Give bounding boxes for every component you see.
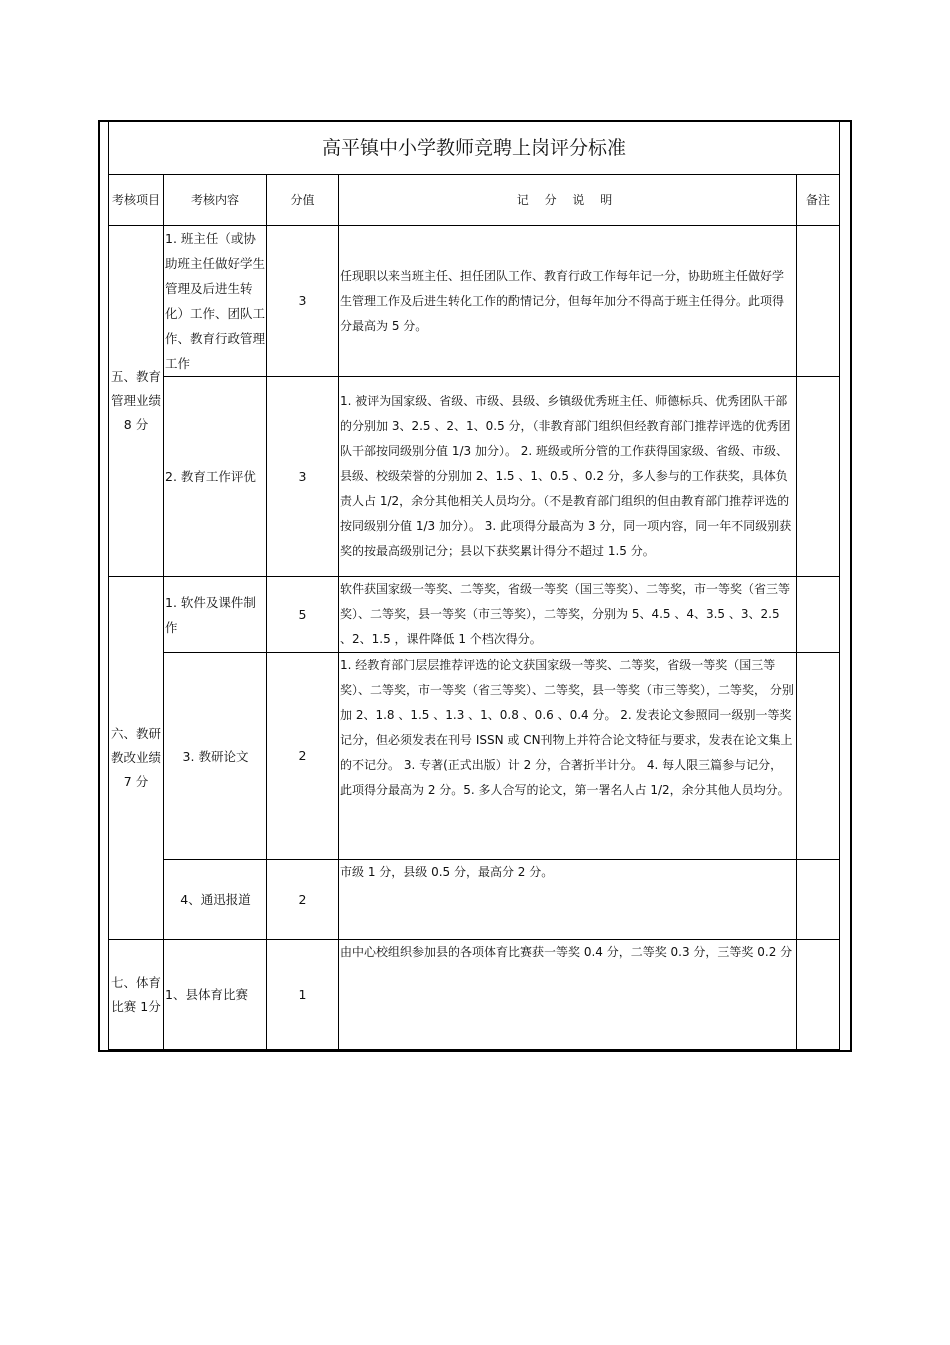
description-cell: 市级 1 分，县级 0.5 分，最高分 2 分。 [339,860,797,940]
item-cell: 1. 软件及课件制作 [164,577,267,653]
description-cell: 1. 被评为国家级、省级、市级、县级、乡镇级优秀班主任、师德标兵、优秀团队干部的分别加 3、2.5 、2、1、0.5 分，（非教育部门组织但经教育部门推荐评选的优秀团队干部按同级别分值 1/3 加分）。 2. 班级或所分管的工作获得国家级、省级、市级、县级、校级荣誉的分别加 2、1.5 、1、0.5 、0.2 分，多人参与的工作获奖，具体负责人占 1/2，余分其他相关人员均分。（不是教育部门组织的但由教育部门推荐评选的按同级别分值 1/3 加分）。 3. 此项得分最高为 3 分，同一项内容，同一年不同级别获奖的按最高级别记分；县以下获奖累计得分不超过 1.5 分。 [339,377,797,577]
remark-cell [797,226,840,377]
item-cell: 1、县体育比赛 [164,940,267,1050]
item-cell: 1. 班主任（或协助班主任做好学生管理及后进生转化）工作、团队工作、教育行政管理工作 [164,226,267,377]
header-remark: 备注 [797,175,840,226]
category-cell: 七、体育比赛 1分 [109,940,164,1050]
description-cell: 1. 经教育部门层层推荐评选的论文获国家级一等奖、二等奖，省级一等奖（国三等奖）、二等奖，市一等奖（省三等奖）、二等奖，县一等奖（市三等奖），二等奖， 分别加 2、1.8 、1.5 、1.3 、1、0.8 、0.6 、0.4 分。 2. 发表论文参照同一级别一等奖记分，但必须发表在刊号 ISSN 或 CN刊物上并符合论文特征与要求，发表在论文集上的不记分。 3. 专著(正式出版）计 2 分，合著折半计分。 4. 每人限三篇参与记分， 此项得分最高为 2 分。5. 多人合写的论文，第一署名人占 1/2，余分其他人员均分。 [339,653,797,860]
item-cell: 2. 教育工作评优 [164,377,267,577]
remark-cell [797,940,840,1050]
header-content: 考核内容 [164,175,267,226]
score-cell: 1 [267,940,339,1050]
scoring-table [108,120,840,1050]
description-cell: 任现职以来当班主任、担任团队工作、教育行政工作每年记一分，协助班主任做好学生管理工作及后进生转化工作的酌情记分，但每年加分不得高于班主任得分。此项得分最高为 5 分。 [339,226,797,377]
header-score: 分值 [267,175,339,226]
description-cell: 软件获国家级一等奖、二等奖，省级一等奖（国三等奖）、二等奖，市一等奖（省三等奖）、二等奖，县一等奖（市三等奖），二等奖，分别为 5、4.5 、4、3.5 、3、2.5 、2、1.5 ，课件降低 1 个档次得分。 [339,577,797,653]
page-title: 高平镇中小学教师竞聘上岗评分标准 [109,121,840,175]
remark-cell [797,653,840,860]
header-category: 考核项目 [109,175,164,226]
header-description: 记 分 说 明 [339,175,797,226]
remark-cell [797,860,840,940]
remark-cell [797,577,840,653]
remark-cell [797,377,840,577]
score-cell: 3 [267,377,339,577]
score-cell: 2 [267,860,339,940]
description-cell: 由中心校组织参加县的各项体育比赛获一等奖 0.4 分，二等奖 0.3 分，三等奖 0.2 分 [339,940,797,1050]
score-cell: 5 [267,577,339,653]
score-cell: 2 [267,653,339,860]
item-cell: 3. 教研论文 [164,653,267,860]
item-cell: 4、通迅报道 [164,860,267,940]
score-cell: 3 [267,226,339,377]
category-cell: 六、教研教改业绩 7 分 [109,577,164,940]
category-cell: 五、教育管理业绩 8 分 [109,226,164,577]
